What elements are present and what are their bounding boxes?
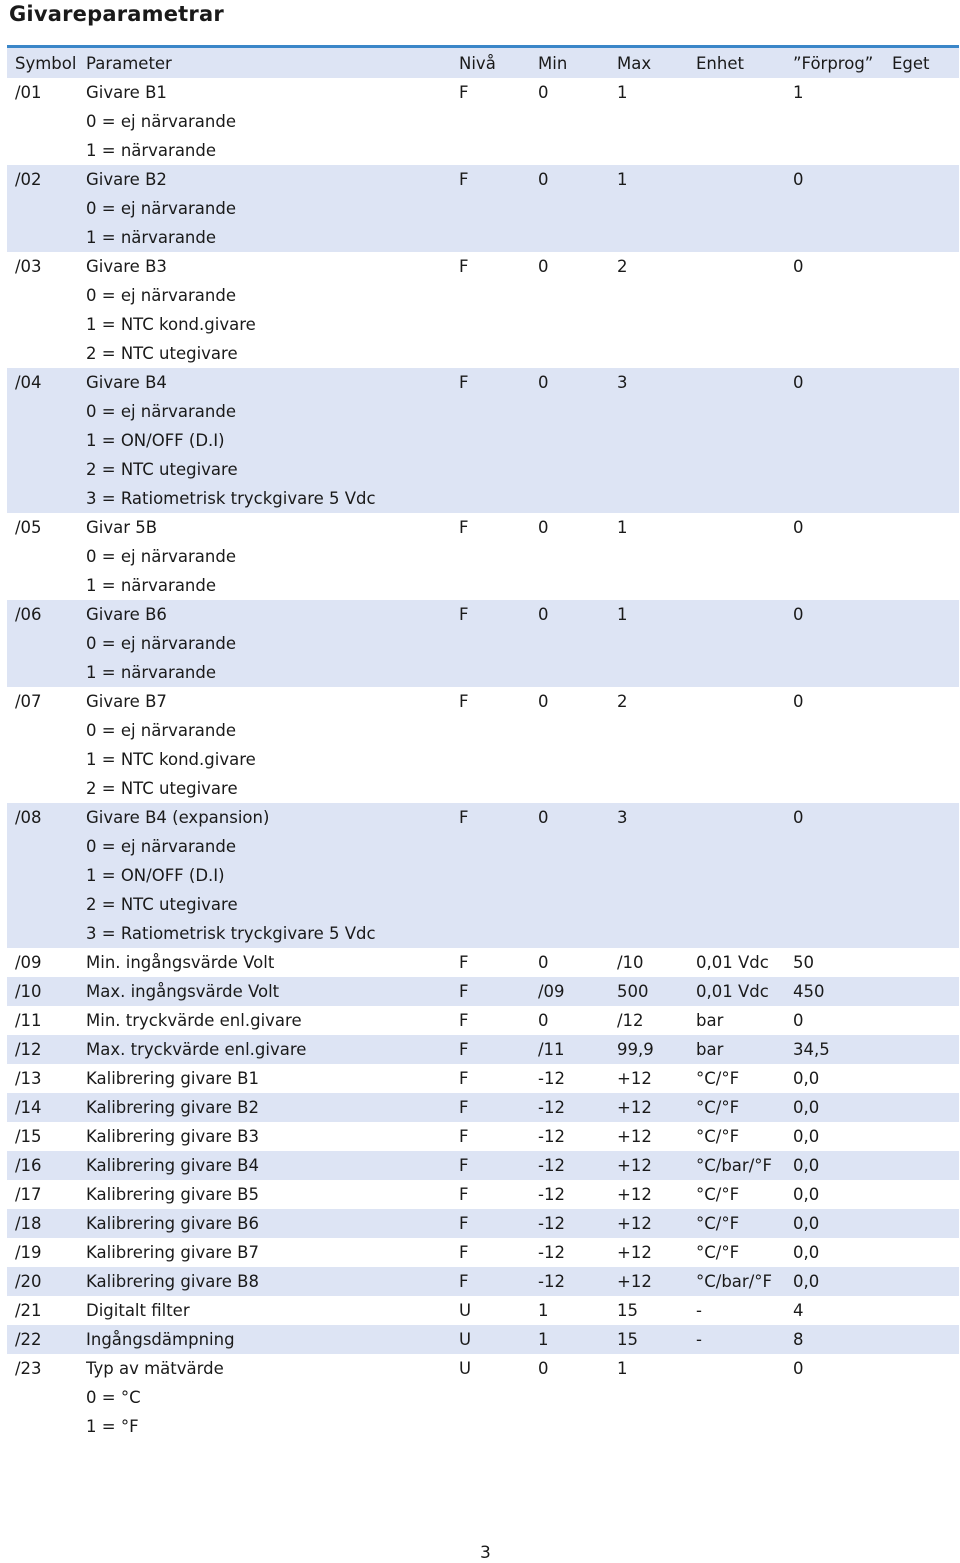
- cell-forprog: 0: [793, 692, 804, 711]
- parameter-group: [7, 1064, 959, 1093]
- cell-parameter: Min. ingångsvärde Volt: [86, 953, 275, 972]
- option-row: [7, 310, 959, 339]
- cell-forprog: 0: [793, 808, 804, 827]
- option-row: [7, 629, 959, 658]
- cell-enhet: °C/bar/°F: [696, 1156, 772, 1175]
- cell-min: 0: [538, 257, 549, 276]
- cell-min: 0: [538, 605, 549, 624]
- cell-max: +12: [617, 1127, 652, 1146]
- cell-symbol: /07: [15, 692, 42, 711]
- cell-forprog: 0: [793, 373, 804, 392]
- cell-forprog: 0: [793, 605, 804, 624]
- cell-min: 0: [538, 373, 549, 392]
- cell-min: -12: [538, 1127, 565, 1146]
- option-label: 2 = NTC utegivare: [86, 779, 238, 798]
- cell-parameter: Ingångsdämpning: [86, 1330, 235, 1349]
- cell-symbol: /09: [15, 953, 42, 972]
- option-label: 1 = närvarande: [86, 141, 217, 160]
- cell-max: 15: [617, 1330, 638, 1349]
- cell-parameter: Typ av mätvärde: [86, 1359, 224, 1378]
- parameter-group: [7, 513, 959, 600]
- cell-parameter: Kalibrering givare B7: [86, 1243, 259, 1262]
- cell-forprog: 1: [793, 83, 804, 102]
- parameter-group: [7, 1354, 959, 1441]
- option-label: 0 = ej närvarande: [86, 112, 236, 131]
- cell-min: 0: [538, 83, 549, 102]
- cell-min: 0: [538, 692, 549, 711]
- option-row: [7, 890, 959, 919]
- cell-niva: U: [459, 1359, 472, 1378]
- option-row: [7, 455, 959, 484]
- header-symbol: Symbol: [15, 53, 77, 73]
- cell-symbol: /20: [15, 1272, 42, 1291]
- table-row: [7, 1064, 959, 1093]
- option-label: 3 = Ratiometrisk tryckgivare 5 Vdc: [86, 924, 376, 943]
- cell-max: /10: [617, 953, 644, 972]
- cell-max: +12: [617, 1069, 652, 1088]
- cell-enhet: °C/°F: [696, 1127, 740, 1146]
- parameter-group: [7, 165, 959, 252]
- parameter-group: [7, 1180, 959, 1209]
- table-row: [7, 600, 959, 629]
- table-body: [7, 78, 959, 1441]
- parameter-group: [7, 1035, 959, 1064]
- parameter-group: [7, 1296, 959, 1325]
- option-row: [7, 1383, 959, 1412]
- parameter-group: [7, 368, 959, 513]
- cell-enhet: °C/°F: [696, 1185, 740, 1204]
- header-max: Max: [617, 53, 652, 73]
- cell-max: 3: [617, 373, 628, 392]
- cell-parameter: Givare B7: [86, 692, 167, 711]
- cell-forprog: 0,0: [793, 1272, 820, 1291]
- option-label: 2 = NTC utegivare: [86, 344, 238, 363]
- cell-niva: U: [459, 1301, 472, 1320]
- parameter-group: [7, 687, 959, 803]
- option-label: 1 = NTC kond.givare: [86, 750, 256, 769]
- cell-niva: U: [459, 1330, 472, 1349]
- cell-min: 0: [538, 170, 549, 189]
- cell-min: -12: [538, 1185, 565, 1204]
- table-row: [7, 1238, 959, 1267]
- cell-niva: F: [459, 1214, 469, 1233]
- option-row: [7, 107, 959, 136]
- table-row: [7, 1122, 959, 1151]
- cell-parameter: Kalibrering givare B2: [86, 1098, 259, 1117]
- table-row: [7, 1006, 959, 1035]
- cell-enhet: 0,01 Vdc: [696, 982, 769, 1001]
- table-row: [7, 1267, 959, 1296]
- parameter-group: [7, 1122, 959, 1151]
- option-row: [7, 339, 959, 368]
- table-row: [7, 252, 959, 281]
- table-row: [7, 1354, 959, 1383]
- cell-min: /09: [538, 982, 565, 1001]
- option-label: 0 = ej närvarande: [86, 402, 236, 421]
- cell-parameter: Kalibrering givare B6: [86, 1214, 259, 1233]
- parameter-group: [7, 1325, 959, 1354]
- cell-niva: F: [459, 518, 469, 537]
- cell-min: 0: [538, 518, 549, 537]
- cell-symbol: /13: [15, 1069, 42, 1088]
- table-row: [7, 165, 959, 194]
- cell-niva: F: [459, 257, 469, 276]
- option-label: 1 = närvarande: [86, 228, 217, 247]
- table-row: [7, 1151, 959, 1180]
- cell-niva: F: [459, 692, 469, 711]
- cell-parameter: Kalibrering givare B8: [86, 1272, 259, 1291]
- cell-forprog: 0: [793, 1011, 804, 1030]
- cell-parameter: Kalibrering givare B5: [86, 1185, 259, 1204]
- cell-forprog: 0,0: [793, 1127, 820, 1146]
- parameter-group: [7, 1209, 959, 1238]
- cell-max: +12: [617, 1156, 652, 1175]
- cell-niva: F: [459, 808, 469, 827]
- cell-forprog: 0,0: [793, 1214, 820, 1233]
- header-eget: Eget: [892, 53, 930, 73]
- option-row: [7, 484, 959, 513]
- cell-symbol: /12: [15, 1040, 42, 1059]
- cell-niva: F: [459, 1156, 469, 1175]
- cell-min: -12: [538, 1272, 565, 1291]
- cell-max: 1: [617, 605, 628, 624]
- option-label: 1 = ON/OFF (D.I): [86, 866, 225, 885]
- table-row: [7, 803, 959, 832]
- cell-symbol: /22: [15, 1330, 42, 1349]
- parameter-table: [7, 45, 959, 1441]
- cell-symbol: /15: [15, 1127, 42, 1146]
- header-enhet: Enhet: [696, 53, 744, 73]
- option-label: 2 = NTC utegivare: [86, 895, 238, 914]
- option-row: [7, 397, 959, 426]
- table-row: [7, 1180, 959, 1209]
- option-row: [7, 919, 959, 948]
- header-niva: Nivå: [459, 53, 496, 73]
- table-row: [7, 1209, 959, 1238]
- cell-niva: F: [459, 1098, 469, 1117]
- cell-symbol: /17: [15, 1185, 42, 1204]
- cell-forprog: 0,0: [793, 1098, 820, 1117]
- header-forprog: ”Förprog”: [793, 53, 874, 73]
- cell-parameter: Givar 5B: [86, 518, 158, 537]
- option-label: 1 = NTC kond.givare: [86, 315, 256, 334]
- option-label: 1 = närvarande: [86, 663, 217, 682]
- parameter-group: [7, 252, 959, 368]
- cell-symbol: /14: [15, 1098, 42, 1117]
- cell-max: +12: [617, 1272, 652, 1291]
- cell-symbol: /01: [15, 83, 42, 102]
- option-row: [7, 542, 959, 571]
- cell-forprog: 0,0: [793, 1243, 820, 1262]
- option-row: [7, 571, 959, 600]
- cell-forprog: 8: [793, 1330, 804, 1349]
- cell-forprog: 0: [793, 1359, 804, 1378]
- option-row: [7, 223, 959, 252]
- cell-enhet: bar: [696, 1040, 724, 1059]
- cell-symbol: /21: [15, 1301, 42, 1320]
- cell-symbol: /02: [15, 170, 42, 189]
- option-label: 0 = ej närvarande: [86, 199, 236, 218]
- cell-symbol: /16: [15, 1156, 42, 1175]
- cell-parameter: Givare B2: [86, 170, 167, 189]
- option-label: 3 = Ratiometrisk tryckgivare 5 Vdc: [86, 489, 376, 508]
- cell-parameter: Kalibrering givare B1: [86, 1069, 259, 1088]
- cell-niva: F: [459, 605, 469, 624]
- option-label: 0 = ej närvarande: [86, 837, 236, 856]
- cell-forprog: 450: [793, 982, 825, 1001]
- page-number: 3: [480, 1543, 491, 1563]
- header-parameter: Parameter: [86, 53, 172, 73]
- cell-parameter: Givare B4: [86, 373, 167, 392]
- cell-niva: F: [459, 1069, 469, 1088]
- cell-niva: F: [459, 373, 469, 392]
- cell-symbol: /19: [15, 1243, 42, 1262]
- cell-parameter: Kalibrering givare B3: [86, 1127, 259, 1146]
- cell-min: -12: [538, 1214, 565, 1233]
- cell-min: -12: [538, 1243, 565, 1262]
- parameter-group: [7, 977, 959, 1006]
- cell-enhet: -: [696, 1330, 702, 1349]
- cell-max: /12: [617, 1011, 644, 1030]
- cell-forprog: 0: [793, 170, 804, 189]
- table-row: [7, 368, 959, 397]
- option-label: 0 = ej närvarande: [86, 634, 236, 653]
- option-row: [7, 745, 959, 774]
- parameter-group: [7, 948, 959, 977]
- cell-niva: F: [459, 1243, 469, 1262]
- cell-niva: F: [459, 1127, 469, 1146]
- cell-enhet: °C/°F: [696, 1098, 740, 1117]
- option-label: 0 = ej närvarande: [86, 286, 236, 305]
- option-label: 2 = NTC utegivare: [86, 460, 238, 479]
- cell-min: /11: [538, 1040, 565, 1059]
- parameter-group: [7, 78, 959, 165]
- cell-symbol: /18: [15, 1214, 42, 1233]
- option-row: [7, 861, 959, 890]
- cell-niva: F: [459, 953, 469, 972]
- cell-max: 99,9: [617, 1040, 654, 1059]
- table-row: [7, 948, 959, 977]
- page-title: Givareparametrar: [9, 2, 224, 26]
- option-row: [7, 281, 959, 310]
- parameter-group: [7, 803, 959, 948]
- cell-parameter: Givare B1: [86, 83, 167, 102]
- cell-symbol: /05: [15, 518, 42, 537]
- cell-niva: F: [459, 982, 469, 1001]
- cell-niva: F: [459, 170, 469, 189]
- option-label: 1 = ON/OFF (D.I): [86, 431, 225, 450]
- cell-min: 0: [538, 1359, 549, 1378]
- cell-symbol: /03: [15, 257, 42, 276]
- cell-forprog: 0,0: [793, 1069, 820, 1088]
- option-row: [7, 136, 959, 165]
- cell-enhet: °C/°F: [696, 1243, 740, 1262]
- cell-symbol: /06: [15, 605, 42, 624]
- cell-forprog: 34,5: [793, 1040, 830, 1059]
- cell-parameter: Min. tryckvärde enl.givare: [86, 1011, 302, 1030]
- cell-symbol: /04: [15, 373, 42, 392]
- table-row: [7, 78, 959, 107]
- option-label: 1 = närvarande: [86, 576, 217, 595]
- cell-niva: F: [459, 1185, 469, 1204]
- cell-enhet: bar: [696, 1011, 724, 1030]
- cell-min: 0: [538, 953, 549, 972]
- table-row: [7, 1035, 959, 1064]
- option-row: [7, 716, 959, 745]
- parameter-group: [7, 600, 959, 687]
- parameter-group: [7, 1267, 959, 1296]
- parameter-group: [7, 1006, 959, 1035]
- cell-forprog: 4: [793, 1301, 804, 1320]
- table-row: [7, 1325, 959, 1354]
- cell-forprog: 0: [793, 257, 804, 276]
- cell-max: 1: [617, 83, 628, 102]
- cell-max: 1: [617, 518, 628, 537]
- cell-min: 1: [538, 1301, 549, 1320]
- cell-niva: F: [459, 1011, 469, 1030]
- cell-min: -12: [538, 1098, 565, 1117]
- cell-symbol: /10: [15, 982, 42, 1001]
- table-row: [7, 1093, 959, 1122]
- cell-max: +12: [617, 1214, 652, 1233]
- option-label: 0 = °C: [86, 1388, 141, 1407]
- cell-forprog: 0,0: [793, 1156, 820, 1175]
- table-row: [7, 687, 959, 716]
- header-min: Min: [538, 53, 568, 73]
- table-row: [7, 513, 959, 542]
- cell-enhet: °C/°F: [696, 1214, 740, 1233]
- cell-parameter: Givare B4 (expansion): [86, 808, 270, 827]
- parameter-group: [7, 1093, 959, 1122]
- cell-max: +12: [617, 1098, 652, 1117]
- cell-min: 0: [538, 1011, 549, 1030]
- cell-enhet: 0,01 Vdc: [696, 953, 769, 972]
- cell-min: 1: [538, 1330, 549, 1349]
- cell-min: 0: [538, 808, 549, 827]
- cell-forprog: 0,0: [793, 1185, 820, 1204]
- cell-parameter: Kalibrering givare B4: [86, 1156, 259, 1175]
- option-row: [7, 1412, 959, 1441]
- cell-parameter: Digitalt filter: [86, 1301, 190, 1320]
- option-row: [7, 832, 959, 861]
- cell-niva: F: [459, 1040, 469, 1059]
- cell-forprog: 0: [793, 518, 804, 537]
- cell-max: 3: [617, 808, 628, 827]
- table-row: [7, 1296, 959, 1325]
- option-label: 1 = °F: [86, 1417, 139, 1436]
- option-label: 0 = ej närvarande: [86, 547, 236, 566]
- option-row: [7, 658, 959, 687]
- option-row: [7, 426, 959, 455]
- cell-min: -12: [538, 1156, 565, 1175]
- cell-parameter: Max. tryckvärde enl.givare: [86, 1040, 307, 1059]
- cell-symbol: /08: [15, 808, 42, 827]
- table-row: [7, 977, 959, 1006]
- cell-enhet: -: [696, 1301, 702, 1320]
- cell-symbol: /11: [15, 1011, 42, 1030]
- cell-max: 500: [617, 982, 649, 1001]
- cell-parameter: Max. ingångsvärde Volt: [86, 982, 280, 1001]
- cell-min: -12: [538, 1069, 565, 1088]
- cell-max: +12: [617, 1243, 652, 1262]
- option-row: [7, 774, 959, 803]
- cell-forprog: 50: [793, 953, 814, 972]
- cell-niva: F: [459, 1272, 469, 1291]
- cell-symbol: /23: [15, 1359, 42, 1378]
- parameter-group: [7, 1151, 959, 1180]
- cell-max: 1: [617, 170, 628, 189]
- option-row: [7, 194, 959, 223]
- table-header-row: [7, 48, 959, 78]
- cell-max: 2: [617, 257, 628, 276]
- parameter-group: [7, 1238, 959, 1267]
- cell-parameter: Givare B3: [86, 257, 167, 276]
- cell-max: 1: [617, 1359, 628, 1378]
- cell-parameter: Givare B6: [86, 605, 167, 624]
- cell-max: +12: [617, 1185, 652, 1204]
- cell-max: 2: [617, 692, 628, 711]
- option-label: 0 = ej närvarande: [86, 721, 236, 740]
- cell-niva: F: [459, 83, 469, 102]
- cell-enhet: °C/°F: [696, 1069, 740, 1088]
- cell-enhet: °C/bar/°F: [696, 1272, 772, 1291]
- cell-max: 15: [617, 1301, 638, 1320]
